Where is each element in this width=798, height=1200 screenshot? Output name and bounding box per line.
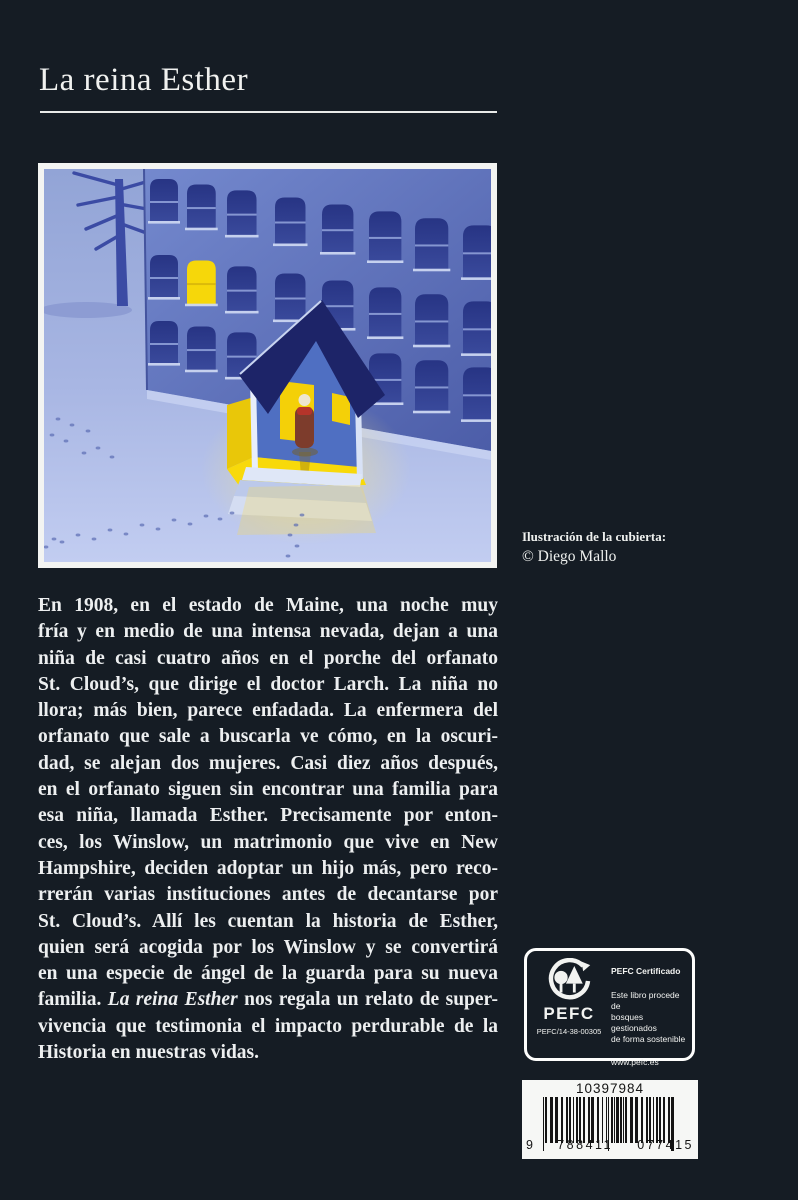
barcode-bar	[576, 1097, 578, 1143]
pefc-certified-label: PEFC Certificado	[611, 966, 681, 976]
synopsis-line: fría y en medio de una intensa nevada, dejan a una	[38, 621, 498, 643]
pefc-description	[611, 990, 686, 1045]
synopsis-line: En 1908, en el estado de Maine, una noche muy	[38, 595, 498, 616]
synopsis-line: quien será acogida por los Winslow y se convertirá	[38, 936, 498, 958]
synopsis-line: dad, se alejan dos mujeres. Casi diez años después,	[38, 752, 498, 774]
barcode-bar	[602, 1097, 603, 1143]
pefc-logo-column	[536, 958, 602, 1052]
barcode-bar	[566, 1097, 568, 1143]
barcode-bar	[668, 1097, 670, 1143]
barcode-bar	[591, 1097, 594, 1143]
barcode-top-number: 10397984	[575, 1081, 645, 1096]
synopsis-line: esa niña, llamada Esther. Precisamente por enton-	[38, 805, 498, 827]
synopsis-line-with-book-title	[38, 987, 498, 1013]
barcode-bar	[579, 1097, 581, 1143]
synopsis-line: ces, los Winslow, un matrimonio que vive en New	[38, 831, 498, 853]
barcode-bar	[620, 1097, 622, 1143]
light-spill	[237, 485, 376, 535]
pefc-website: www.pefc.es	[611, 1057, 659, 1067]
barcode-bar	[550, 1097, 553, 1143]
isbn-group: 077415	[637, 1138, 694, 1152]
pefc-text-column	[602, 958, 686, 1067]
pefc-license-number: PEFC/14-38-00305	[536, 1027, 602, 1036]
barcode-bar	[616, 1097, 619, 1143]
synopsis-line: en el orfanato siguen sin encontrar una familia para	[38, 779, 498, 801]
barcode-bar	[646, 1097, 648, 1143]
pefc-description-line: Este libro procede de	[611, 990, 680, 1011]
synopsis-segment: familia.	[38, 989, 108, 1011]
barcode-bar	[659, 1097, 661, 1143]
barcode-bar	[653, 1097, 654, 1143]
synopsis-line: St. Cloud’s. Allí les cuentan la historia de Esther,	[38, 910, 498, 932]
barcode-bar	[555, 1097, 558, 1143]
synopsis-line: orfanato que sale a buscarla ve cómo, en la oscuri-	[38, 726, 498, 748]
synopsis-text	[38, 593, 498, 1066]
barcode-bar	[625, 1097, 627, 1143]
barcode-bar	[649, 1097, 651, 1143]
credit-label: Ilustración de la cubierta:	[522, 529, 667, 544]
synopsis-line: niña de casi cuatro años en el porche del orfanato	[38, 647, 498, 669]
barcode-bar	[583, 1097, 585, 1143]
illustration-credit	[522, 529, 666, 566]
barcode-bar	[573, 1097, 574, 1143]
title-rule	[40, 111, 497, 113]
synopsis-line: en una especie de ángel de la guarda para su nueva	[38, 963, 498, 985]
synopsis-line: Historia en nuestras vidas.	[38, 1042, 260, 1064]
barcode-bar	[663, 1097, 665, 1143]
barcode-bar	[606, 1097, 607, 1143]
barcode-bar	[545, 1097, 547, 1143]
barcode	[522, 1080, 698, 1159]
book-title-italic: La reina Esther	[107, 989, 238, 1011]
pefc-certification-badge	[524, 948, 695, 1067]
barcode-bar	[611, 1097, 613, 1143]
credit-artist: © Diego Mallo	[522, 547, 617, 565]
pefc-brand-label: PEFC	[543, 1004, 595, 1023]
barcode-bar	[614, 1097, 615, 1143]
pefc-description-line: bosques gestionados	[611, 1012, 657, 1033]
barcode-bar	[569, 1097, 571, 1143]
barcode-bar	[641, 1097, 643, 1143]
barcode-bar	[623, 1097, 624, 1143]
barcode-isbn-digits	[522, 1138, 698, 1152]
page-title: La reina Esther	[39, 62, 249, 98]
isbn-group: 788411	[557, 1138, 614, 1152]
barcode-bar	[656, 1097, 658, 1143]
synopsis-line: Hampshire, deciden adoptar un hijo más, pero reco-	[38, 857, 498, 879]
isbn-group: 9	[526, 1138, 533, 1152]
orphanage-night-scene	[44, 169, 491, 562]
cover-illustration	[38, 163, 497, 568]
synopsis-line: llora; más bien, parece enfadada. La enfermera del	[38, 700, 498, 722]
barcode-bar	[597, 1097, 599, 1143]
barcode-bar	[561, 1097, 563, 1143]
barcode-bar	[635, 1097, 638, 1143]
synopsis-line: vivencia que testimonia el impacto perdurable de la	[38, 1015, 498, 1037]
barcode-bar	[630, 1097, 633, 1143]
synopsis-line: St. Cloud’s, que dirige el doctor Larch. La niña no	[38, 673, 498, 695]
barcode-bar	[588, 1097, 590, 1143]
pefc-description-line: de forma sostenible	[611, 1034, 686, 1044]
synopsis-segment: nos regala un relato de super-	[237, 989, 498, 1011]
pefc-trees-icon	[546, 958, 592, 1004]
synopsis-line: rrerán varias instituciones antes de decantarse por	[38, 884, 498, 906]
